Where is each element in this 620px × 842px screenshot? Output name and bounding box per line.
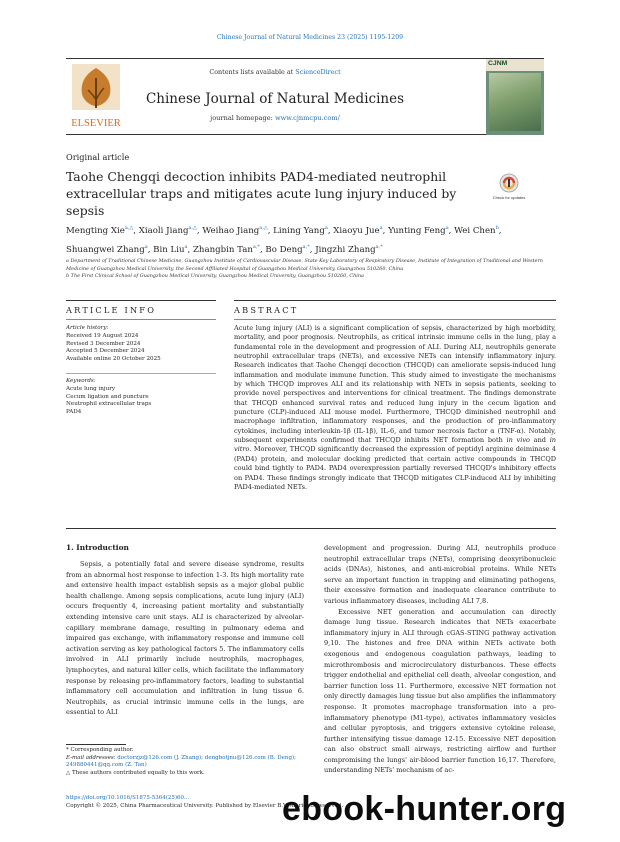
author-affiliation-mark: a <box>184 243 188 250</box>
introduction-heading: 1. Introduction <box>66 543 129 552</box>
check-for-updates-icon[interactable] <box>492 172 526 206</box>
keywords-rule <box>66 373 216 374</box>
abstract-in-vitro: in vitro <box>234 436 556 454</box>
article-history <box>66 325 216 364</box>
introduction-right-column <box>324 543 556 776</box>
contents-prefix: Contents lists available at <box>209 68 296 76</box>
sciencedirect-link[interactable]: ScienceDirect <box>295 68 341 76</box>
history-revised: Revised 3 December 2024 <box>66 340 141 347</box>
history-online: Available online 20 October 2025 <box>66 356 161 363</box>
keywords <box>66 378 216 417</box>
running-head: Chinese Journal of Natural Medicines 23 (2025) 1195-1209 <box>216 34 404 41</box>
abstract-part-2: . Moreover, THCQD significantly decreased the expression of peptidyl arginine deiminase 4 (PAD4) protein, and molecular docking predicted that certain active compounds in THCQD could bind tightly to PAD4. PAD4 overexpression partially reversed THCQD's inhibitory effects on PAD4. These findings strongly indicate that THCQD mitigates CLP-induced ALI by inhibiting PAD4-mediated NETs. <box>234 445 556 491</box>
author-name[interactable]: Jingzhi Zhang$^{a,*}$ <box>315 243 383 255</box>
introduction-paragraph: Excessive NET generation and accumulation can directly damage lung tissue. Research indicates that NETs exacerbate inflammatory injury in ALI through cGAS-STING pathway activation 9,10. The histones and free DNA within NETs activate both exogenous and endogenous coagulation pathways, leading to microthrombosis and microcirculatory disturbances. These effects trigger endothelial and epithelial cell death, alveolar congestion, and barrier function loss 11. Furthermore, excessive NET formation not only directly damages lung tissue but also amplifies the inflammatory response. It promotes macrophage transformation into a pro-inflammatory phenotype (M1-type), activates inflammatory vesicles and cellular pyroptosis, and triggers extensive cytokine release, further intensifying tissue damage 12-15. Excessive NET deposition can also obstruct small airways, restricting airflow and further compromising the lungs' air-blood barrier function 16,17. Therefore, understanding NETs' mechanism of ac- <box>324 607 556 775</box>
watermark: ebook-hunter.org <box>282 790 567 828</box>
header-divider <box>66 134 486 135</box>
author-list: Mengting Xie$^{a,\triangle}$, Xiaoli Jiang$^{a,\triangle}$, Weihao Jiang$^{a,\triangle}$, Lining Yang$^a$, Xiaoyu Jue$^a$, Yunting Feng$^a$, Wei Chen$^b$, Shuangwei Zhang$^a$, Bin Liu$^a$, Zhangbin Tan$^{a,*}$, Bo Deng$^{a,*}$, Jingzhi Zhang$^{a,*}$ <box>66 225 502 255</box>
abstract-top-rule <box>234 300 556 301</box>
author-affiliation-mark: a,* <box>302 243 310 250</box>
author-name[interactable]: Zhangbin Tan$^{a,*}$ <box>192 243 260 255</box>
journal-cover-image <box>489 73 541 131</box>
abstract-bottom-rule <box>66 528 556 529</box>
keyword-item: Acute lung injury <box>66 385 116 392</box>
author-affiliation-mark: a,* <box>252 243 260 250</box>
email-links[interactable]: doctorzjz@126.com (J. Zhang); dengbotjnu@126.com (B. Deng); 249880441@qq.com (Z. Tan) <box>66 754 296 769</box>
history-received: Received 19 August 2024 <box>66 332 139 339</box>
article-info-rule <box>66 319 216 320</box>
homepage-link[interactable]: www.cjnmcpu.com/ <box>274 114 340 122</box>
elsevier-logo <box>66 60 126 132</box>
author-name[interactable]: Bo Deng$^{a,*}$ <box>265 243 310 255</box>
introduction-left-column: Sepsis, a potentially fatal and severe disease syndrome, results from an abnormal host response to infection 1-3. Its high mortality rate and extensive health impact establish sepsis as a major global public health challenge. Among sepsis complications, acute lung injury (ALI) occurs frequently 4, increasing patient mortality and substantially extending intensive care unit stays. ALI is characterized by alveolar-capillary membrane damage, resulting in pulmonary edema and impaired gas exchange, with inflammatory response and immune cell activation serving as key pathological factors 5. The inflammatory cells involved in ALI primarily include neutrophils, macrophages, lymphocytes, and natural killer cells, which facilitate the inflammatory response by releasing pro-inflammatory factors, leading to substantial inflammatory cell accumulation and infiltration in lung tissue 6. Neutrophils, as crucial intrinsic immune cells in the lungs, are essential to ALI <box>66 560 304 717</box>
keyword-item: Cecum ligation and puncture <box>66 393 149 400</box>
article-info-top-rule <box>66 300 216 301</box>
corresponding-author-note: * Corresponding author. <box>66 747 134 753</box>
article-info-heading: ARTICLE INFO <box>66 305 157 315</box>
author-affiliation-mark: a,△ <box>124 225 134 231</box>
homepage-line <box>130 114 420 122</box>
author-name[interactable]: Xiaoli Jiang$^{a,\triangle}$ <box>138 225 197 236</box>
author-name[interactable]: Lining Yang$^a$ <box>273 225 328 236</box>
author-name[interactable]: Bin Liu$^a$ <box>153 243 188 255</box>
author-affiliation-mark: a <box>324 225 328 231</box>
affiliations <box>66 258 546 281</box>
author-name[interactable]: Wei Chen$^b$ <box>454 225 499 236</box>
abstract-and: and <box>529 436 550 445</box>
history-label: Article history: <box>66 325 109 331</box>
abstract-text <box>234 324 556 492</box>
email-addresses <box>66 755 306 770</box>
keywords-label: Keywords: <box>66 378 96 384</box>
email-label: E-mail addresses: <box>66 754 118 761</box>
abstract-part-1: Acute lung injury (ALI) is a significant complication of sepsis, characterized by high morbidity, mortality, and poor prognosis. Neutrophils, as critical intrinsic immune cells in the lung, play a fundamental role in the development and progression of ALI. During ALI, neutrophils generate neutrophil extracellular traps (NETs), and excessive NETs can intensify inflammatory injury. Research indicates that Taohe Chengqi decoction (THCQD) can ameliorate sepsis-induced lung inflammation and modulate immune function. This study aimed to investigate the mechanisms by which THCQD improves ALI and its relationship with NETs in sepsis patients, seeking to provide novel perspectives and interventions for clinical treatment. The findings demonstrate that THCQD enhanced survival rates and reduced lung injury in the cecum ligation and puncture (CLP)-induced ALI mouse model. Furthermore, THCQD diminished neutrophil and macrophage infiltration, inflammatory responses, and the production of pro-inflammatory cytokines, including interleukin-1β (IL-1β), IL-6, and tumor necrosis factor α (TNF-α). Notably, subsequent experiments confirmed that THCQD inhibits NET formation both <box>234 324 556 445</box>
author-affiliation-mark: a <box>379 225 383 231</box>
abstract-in-vivo: in vivo <box>506 436 530 445</box>
keyword-item: PAD4 <box>66 409 82 416</box>
copyright-line: Copyright © 2025, China Pharmaceutical University. Published by Elsevier B.V. All rights reserved. <box>66 802 344 809</box>
journal-cover-title: CJNM <box>488 60 508 67</box>
author-affiliation-mark: b <box>495 225 499 231</box>
article-type: Original article <box>66 152 130 162</box>
author-name[interactable]: Yunting Feng$^a$ <box>388 225 449 236</box>
author-affiliation-mark: a <box>144 243 148 250</box>
homepage-prefix: journal homepage: <box>210 114 275 122</box>
author-affiliation-mark: a,* <box>375 243 383 250</box>
author-affiliation-mark: a,△ <box>188 225 197 231</box>
article-title: Taohe Chengqi decoction inhibits PAD4-mediated neutrophil extracellular traps and mitigates acute lung injury induced by sepsis <box>66 169 457 218</box>
abstract-heading: ABSTRACT <box>234 305 299 315</box>
keyword-item: Neutrophil extracellular traps <box>66 401 152 408</box>
history-accepted: Accepted 5 December 2024 <box>66 348 145 355</box>
abstract-rule <box>234 319 556 320</box>
author-name[interactable]: Xiaoyu Jue$^a$ <box>333 225 383 236</box>
author-name[interactable]: Weihao Jiang$^{a,\triangle}$ <box>202 225 268 236</box>
affiliation-b: b The First Clinical School of Guangzhou Medical University, Guangzhou Medical University, Guangzhou 510260, China <box>66 273 364 280</box>
author-affiliation-mark: a,△ <box>259 225 268 231</box>
footnote-rule <box>66 744 126 745</box>
author-name[interactable]: Shuangwei Zhang$^a$ <box>66 243 148 255</box>
journal-title: Chinese Journal of Natural Medicines <box>145 91 405 107</box>
check-updates-label: Check for updates <box>492 195 526 200</box>
footnotes <box>66 747 306 777</box>
author-name[interactable]: Mengting Xie$^{a,\triangle}$ <box>66 225 134 236</box>
affiliation-a: a Department of Traditional Chinese Medicine, Guangzhou Institute of Cardiovascular Disease, State Key Laboratory of Respiratory Disease, Institute of Integration of Traditional and Western Medicine of Guangzhou Medical University, the Second Affiliated Hospital of Guangzhou Medical University, Guangzhou 510260, China <box>66 258 543 272</box>
equal-contribution-note: △ These authors contributed equally to this work. <box>66 769 205 776</box>
doi-link[interactable]: https://doi.org/10.1016/S1875-5364(25)60... <box>66 795 190 801</box>
publisher-logo-text: ELSEVIER <box>71 118 121 129</box>
introduction-paragraph: development and progression. During ALI, neutrophils produce neutrophil extracellular traps (NETs), comprising deoxyribonucleic acids (DNAs), histones, and anti-microbial proteins. While NETs serve an important function in trapping and eliminating pathogens, their excessive formation and inadequate clearance contribute to various inflammatory diseases, including ALI 7,8. <box>324 544 556 605</box>
contents-line <box>130 68 420 76</box>
author-affiliation-mark: a <box>445 225 449 231</box>
